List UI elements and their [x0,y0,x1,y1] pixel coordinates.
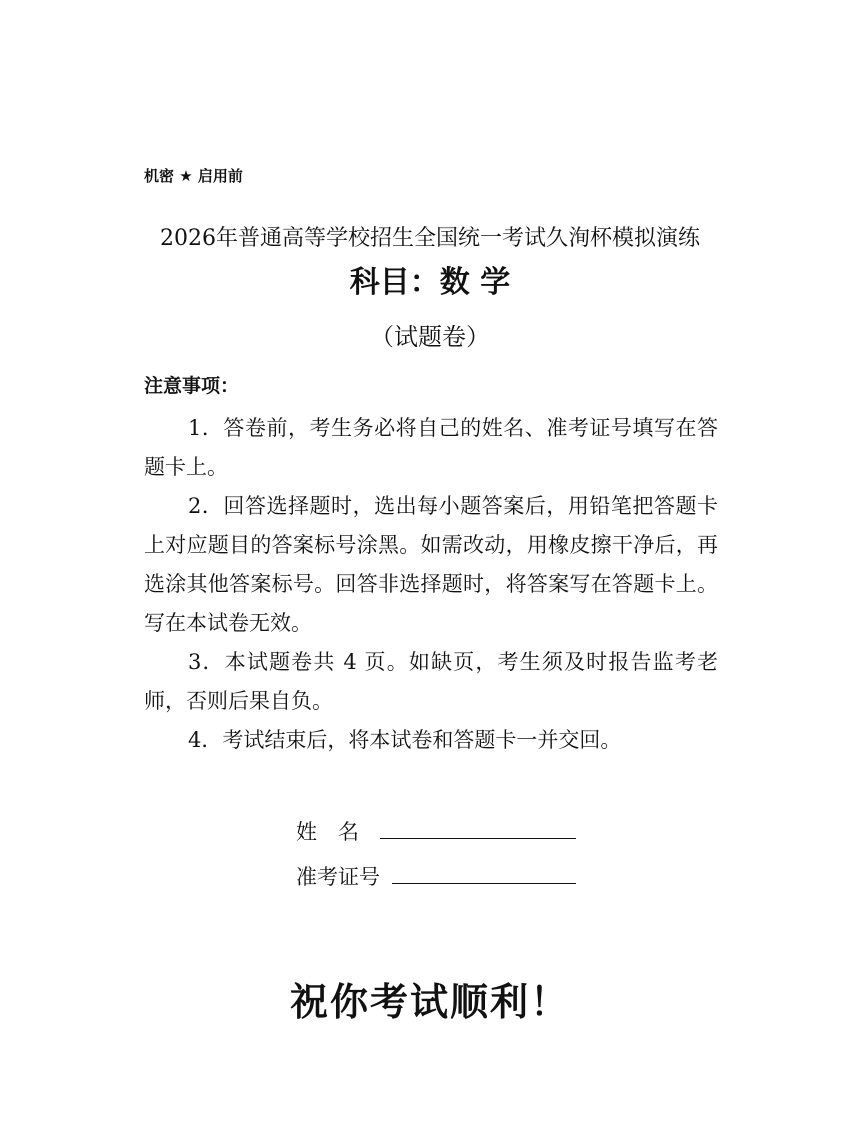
paper-type: （试题卷） [370,323,490,351]
exam-title: 2026年普通高等学校招生全国统一考试久洵杯模拟演练 [160,226,700,251]
notice-item-1: 1．答卷前，考生务必将自己的姓名、准考证号填写在答题卡上。 [144,416,718,479]
notice-list [144,409,718,760]
exam-id-field-row [296,862,576,892]
notice-item-2: 2．回答选择题时，选出每小题答案后，用铅笔把答题卡上对应题目的答案标号涂黑。如需改动，用橡皮擦干净后，再选涂其他答案标号。回答非选择题时，将答案写在答题卡上。写在本试卷无效。 [144,494,718,635]
exam-id-blank-line [392,863,576,884]
closing-wish: 祝你考试顺利！ [289,979,570,1024]
notice-item-4: 4．考试结束后，将本试卷和答题卡一并交回。 [188,728,622,752]
name-field-row [296,817,576,847]
name-blank-line [380,818,576,839]
notice-heading: 注意事项： [144,375,240,397]
name-label: 姓 名 [296,820,359,844]
subject-title: 科目：数 学 [349,265,511,300]
exam-id-label: 准考证号 [296,865,380,889]
confidential-header: 机密 ★ 启用前 [144,167,243,185]
notice-item-3: 3．本试题卷共 4 页。如缺页，考生须及时报告监考老师，否则后果自负。 [144,650,718,713]
